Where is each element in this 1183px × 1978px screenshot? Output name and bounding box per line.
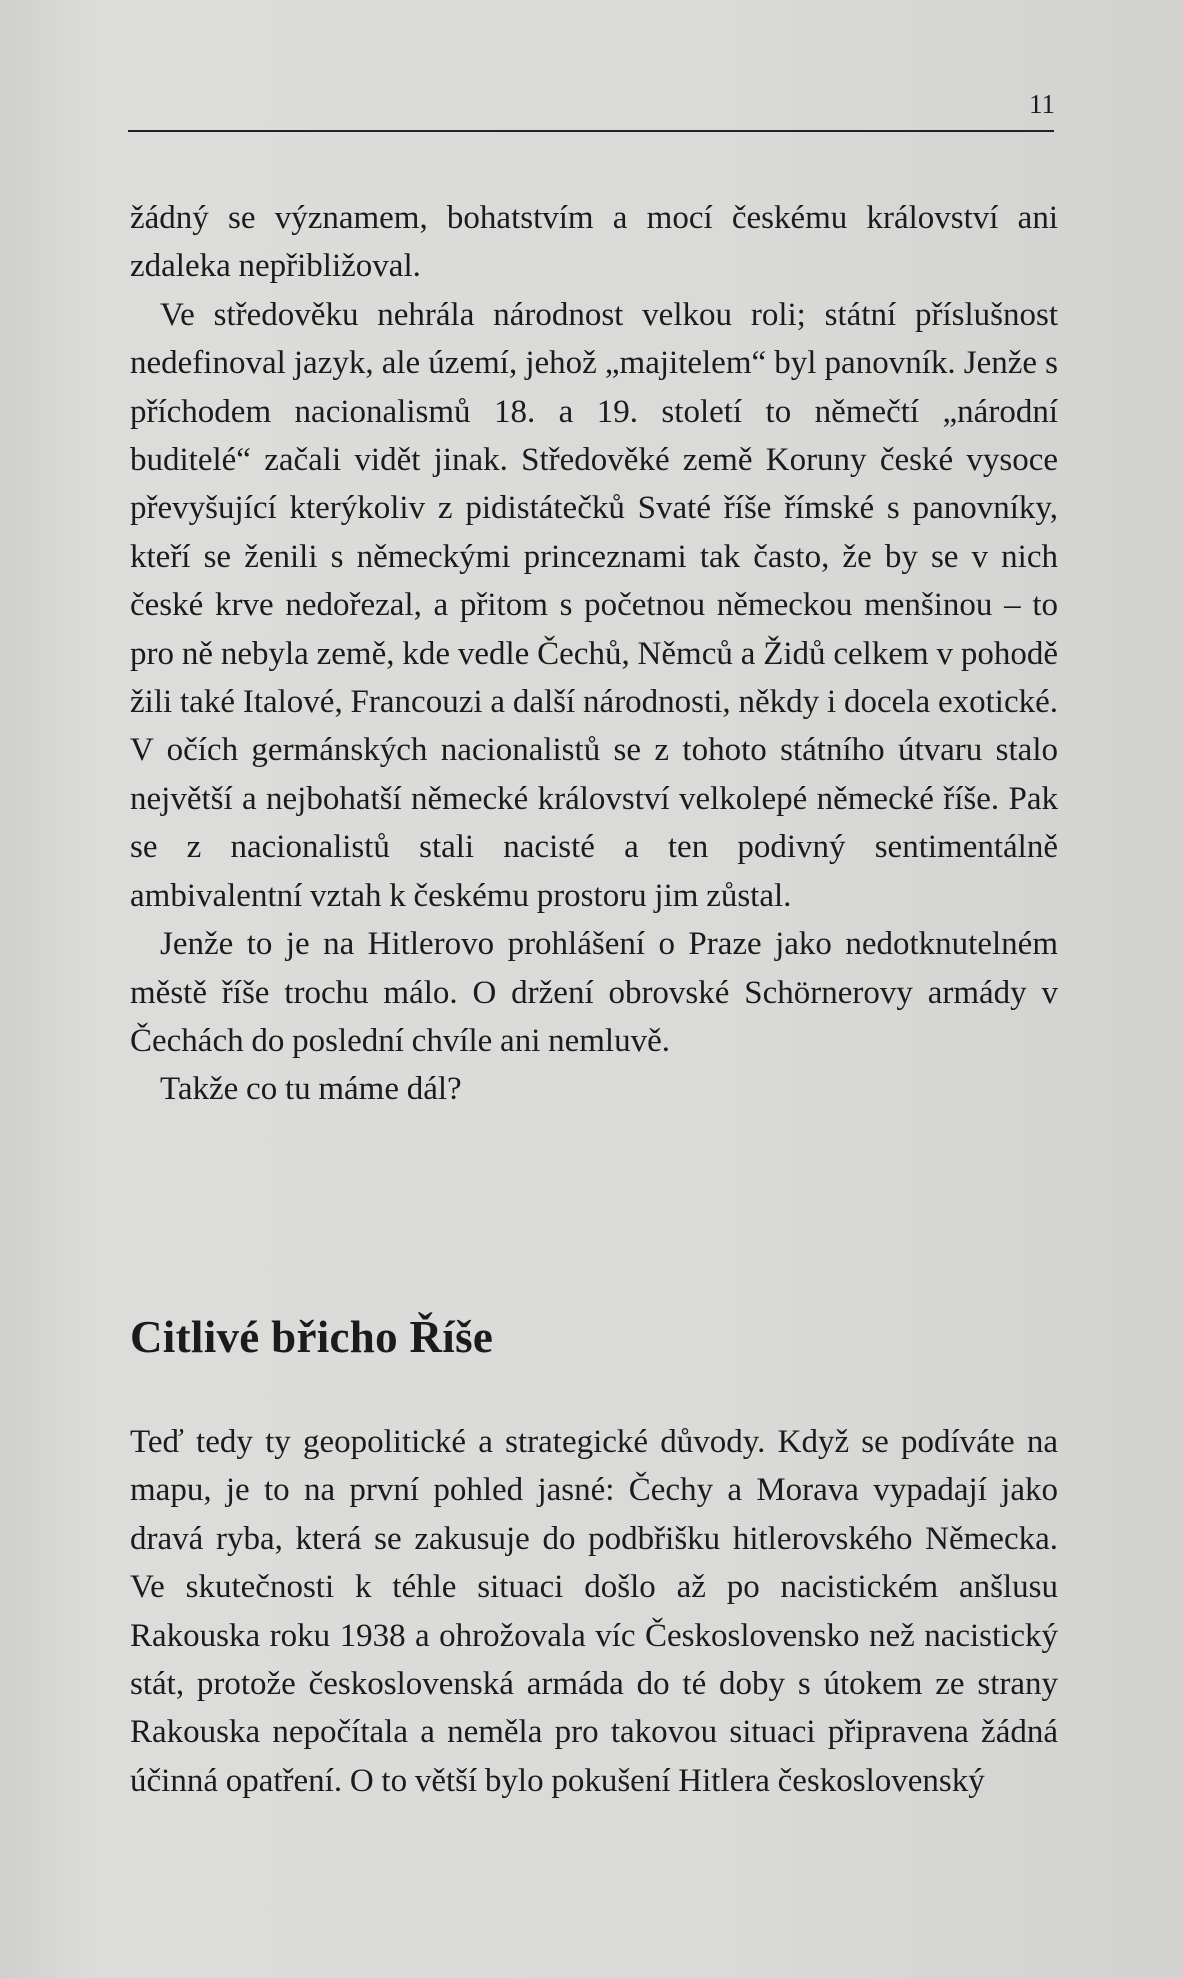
header-rule [128, 130, 1054, 132]
paragraph: Takže co tu máme dál? [160, 1071, 462, 1108]
section-heading: Citlivé břicho Říše [130, 1312, 494, 1362]
body-text [130, 194, 1058, 1114]
page-number: 11 [1029, 89, 1055, 119]
section-body-text [130, 1418, 1058, 1805]
paragraph: žádný se významem, bohatstvím a mocí českému království ani zdaleka nepřibližoval. [130, 200, 1058, 285]
paragraph: Ve středověku nehrála národnost velkou roli; státní příslušnost nedefinoval jazyk, ale území, jehož „majitelem“ byl panovník. Jenže s příchodem nacionalismů 18. a 19. století to němečtí „národní buditelé“ začali vidět jinak. Středověké země Koruny české vysoce převyšující kterýkoliv z pidistátečků Svaté říše římské s panovníky, kteří se ženili s německými princeznami tak často, že by se v nich české krve nedořezal, a přitom s početnou německou menšinou – to pro ně nebyla země, kde vedle Čechů, Němců a Židů celkem v pohodě žili také Italové, Francouzi a další národnosti, někdy i docela exotické. V očích germánských nacionalistů se z tohoto státního útvaru stalo největší a nejbohatší německé království velkolepé německé říše. Pak se z nacionalistů stali nacisté a ten podivný sentimentálně ambivalentní vztah k českému prostoru jim zůstal. [130, 296, 1058, 914]
paragraph: Jenže to je na Hitlerovo prohlášení o Praze jako nedotknutelném městě říše trochu málo. O držení obrovské Schörnerovy armády v Čechách do poslední chvíle ani nemluvě. [130, 926, 1058, 1059]
paragraph: Teď tedy ty geopolitické a strategické důvody. Když se podíváte na mapu, je to na první pohled jasné: Čechy a Morava vypadají jako dravá ryba, která se zakusuje do podbřišku hitlerovského Německa. Ve skutečnosti k téhle situaci došlo až po nacistickém anšlusu Rakouska roku 1938 a ohrožovala víc Československo než nacistický stát, protože československá armáda do té doby s útokem ze strany Rakouska nepočítala a neměla pro takovou situaci připravena žádná účinná opatření. O to větší bylo pokušení Hitlera československý [130, 1424, 1058, 1799]
